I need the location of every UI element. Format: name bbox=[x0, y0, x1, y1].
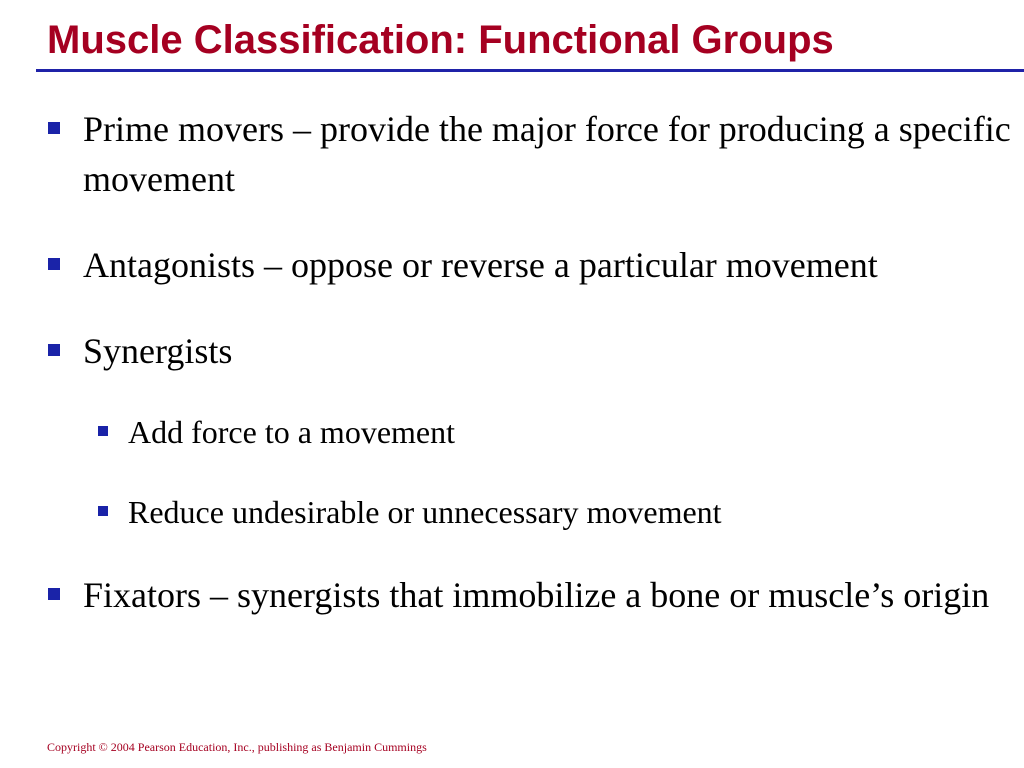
bullet-text: Synergists bbox=[83, 331, 233, 371]
sub-bullet-item bbox=[0, 490, 1024, 534]
square-bullet-icon bbox=[48, 258, 60, 270]
square-bullet-icon bbox=[98, 426, 108, 436]
square-bullet-icon bbox=[48, 588, 60, 600]
bullet-item bbox=[0, 326, 1024, 376]
bullet-item bbox=[0, 104, 1024, 204]
title-underline bbox=[36, 69, 1024, 72]
copyright-footer: Copyright © 2004 Pearson Education, Inc., publishing as Benjamin Cummings bbox=[47, 740, 427, 754]
sub-bullet-item bbox=[0, 410, 1024, 454]
bullet-item bbox=[0, 570, 1024, 620]
bullet-list bbox=[0, 104, 1024, 620]
bullet-text: Antagonists – oppose or reverse a particular movement bbox=[83, 245, 878, 285]
bullet-text: Fixators – synergists that immobilize a bone or muscle’s origin bbox=[83, 575, 990, 615]
bullet-item bbox=[0, 240, 1024, 290]
sub-bullet-text: Reduce undesirable or unnecessary movement bbox=[128, 494, 722, 530]
square-bullet-icon bbox=[98, 506, 108, 516]
sub-bullet-text: Add force to a movement bbox=[128, 414, 455, 450]
bullet-text: Prime movers – provide the major force for producing a specific movement bbox=[83, 109, 1011, 199]
square-bullet-icon bbox=[48, 344, 60, 356]
square-bullet-icon bbox=[48, 122, 60, 134]
slide-title: Muscle Classification: Functional Groups bbox=[47, 18, 834, 62]
